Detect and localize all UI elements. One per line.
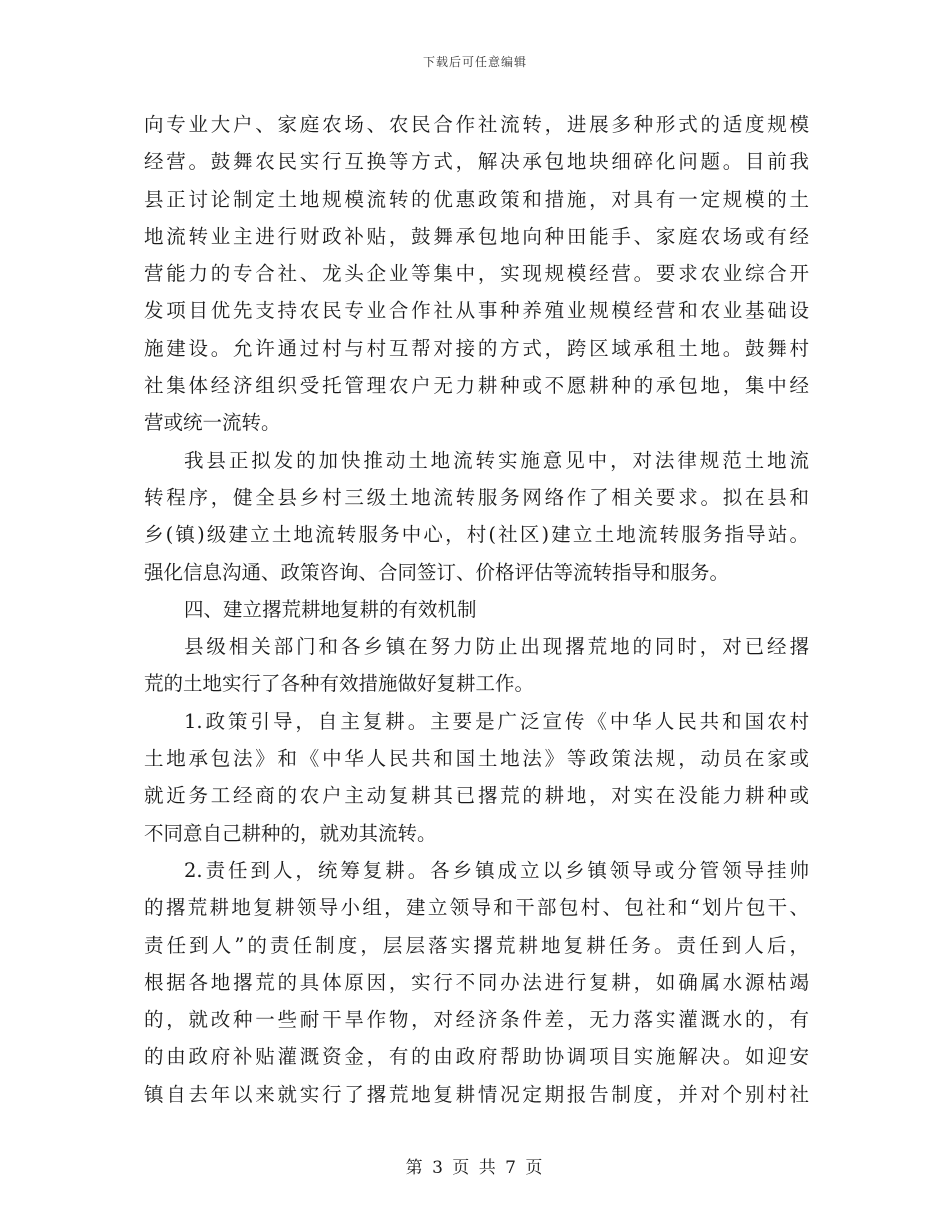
text-line: 荒的土地实行了各种有效措施做好复耕工作。: [144, 672, 535, 696]
text-line: 根据各地撂荒的具体原因，实行不同办法进行复耕，如确属水源枯竭: [144, 970, 809, 994]
text-line: 营能力的专合社、龙头企业等集中，实现规模经营。要求农业综合开: [144, 262, 809, 286]
text-line: 向专业大户、家庭农场、农民合作社流转，进展多种形式的适度规模: [144, 113, 809, 136]
text-line: 我县正拟发的加快推动土地流转实施意见中，对法律规范土地流: [184, 448, 809, 472]
text-line: 地流转业主进行财政补贴，鼓舞承包地向种田能手、家庭农场或有经: [144, 224, 809, 248]
text-line: 责任到人”的责任制度，层层落实撂荒耕地复耕任务。责任到人后，: [144, 933, 809, 957]
section-heading: [144, 591, 809, 628]
section-title: 四、建立撂荒耕地复耕的有效机制: [184, 597, 477, 621]
text-line: 的，就改种一些耐干旱作物，对经济条件差，无力落实灌溉水的，有: [144, 1008, 809, 1032]
page-header: 下载后可任意编辑: [422, 55, 527, 69]
text-line: 转程序，健全县乡村三级土地流转服务网络作了相关要求。拟在县和: [144, 485, 809, 509]
text-line: 的撂荒耕地复耕领导小组，建立领导和干部包村、包社和“划片包干、: [144, 896, 809, 920]
text-line: 社集体经济组织受托管理农户无力耕种或不愿耕种的承包地，集中经: [144, 374, 809, 398]
text-line: 镇自去年以来就实行了撂荒地复耕情况定期报告制度，并对个别村社: [144, 1082, 809, 1106]
text-line: 营或统一流转。: [144, 411, 281, 435]
text-line: 土地承包法》和《中华人民共和国土地法》等政策法规，动员在家或: [144, 747, 809, 771]
text-line: 的由政府补贴灌溉资金，有的由政府帮助协调项目实施解决。如迎安: [144, 1045, 809, 1069]
text-line: 施建设。允许通过村与村互帮对接的方式，跨区域承租土地。鼓舞村: [144, 336, 809, 360]
text-line: 就近务工经商的农户主动复耕其已撂荒的耕地，对实在没能力耕种或: [144, 784, 809, 808]
paragraph-3: [144, 628, 809, 703]
text-line: 发项目优先支持农民专业合作社从事种养殖业规模经营和农业基础设: [144, 299, 809, 323]
paragraph-2: [144, 442, 809, 591]
document-body: [144, 106, 809, 1113]
text-line: 经营。鼓舞农民实行互换等方式，解决承包地块细碎化问题。目前我: [144, 150, 809, 174]
text-line: 县级相关部门和各乡镇在努力防止出现撂荒地的同时，对已经撂: [184, 635, 809, 659]
text-line: 乡(镇)级建立土地流转服务中心，村(社区)建立土地流转服务指导站。: [144, 523, 809, 547]
text-line: 县正讨论制定土地规模流转的优惠政策和措施，对具有一定规模的土: [144, 187, 809, 211]
paragraph-5: [144, 852, 809, 1113]
text-line: 不同意自己耕种的，就劝其流转。: [144, 821, 437, 845]
page-footer: 第 3 页 共 7 页: [405, 1158, 545, 1178]
text-line: 强化信息沟通、政策咨询、合同签订、价格评估等流转指导和服务。: [144, 560, 730, 584]
text-line: 2.责任到人，统筹复耕。各乡镇成立以乡镇领导或分管领导挂帅: [184, 858, 809, 882]
paragraph-1: [144, 106, 809, 442]
paragraph-4: [144, 703, 809, 852]
text-line: 1.政策引导，自主复耕。主要是广泛宣传《中华人民共和国农村: [184, 709, 809, 733]
